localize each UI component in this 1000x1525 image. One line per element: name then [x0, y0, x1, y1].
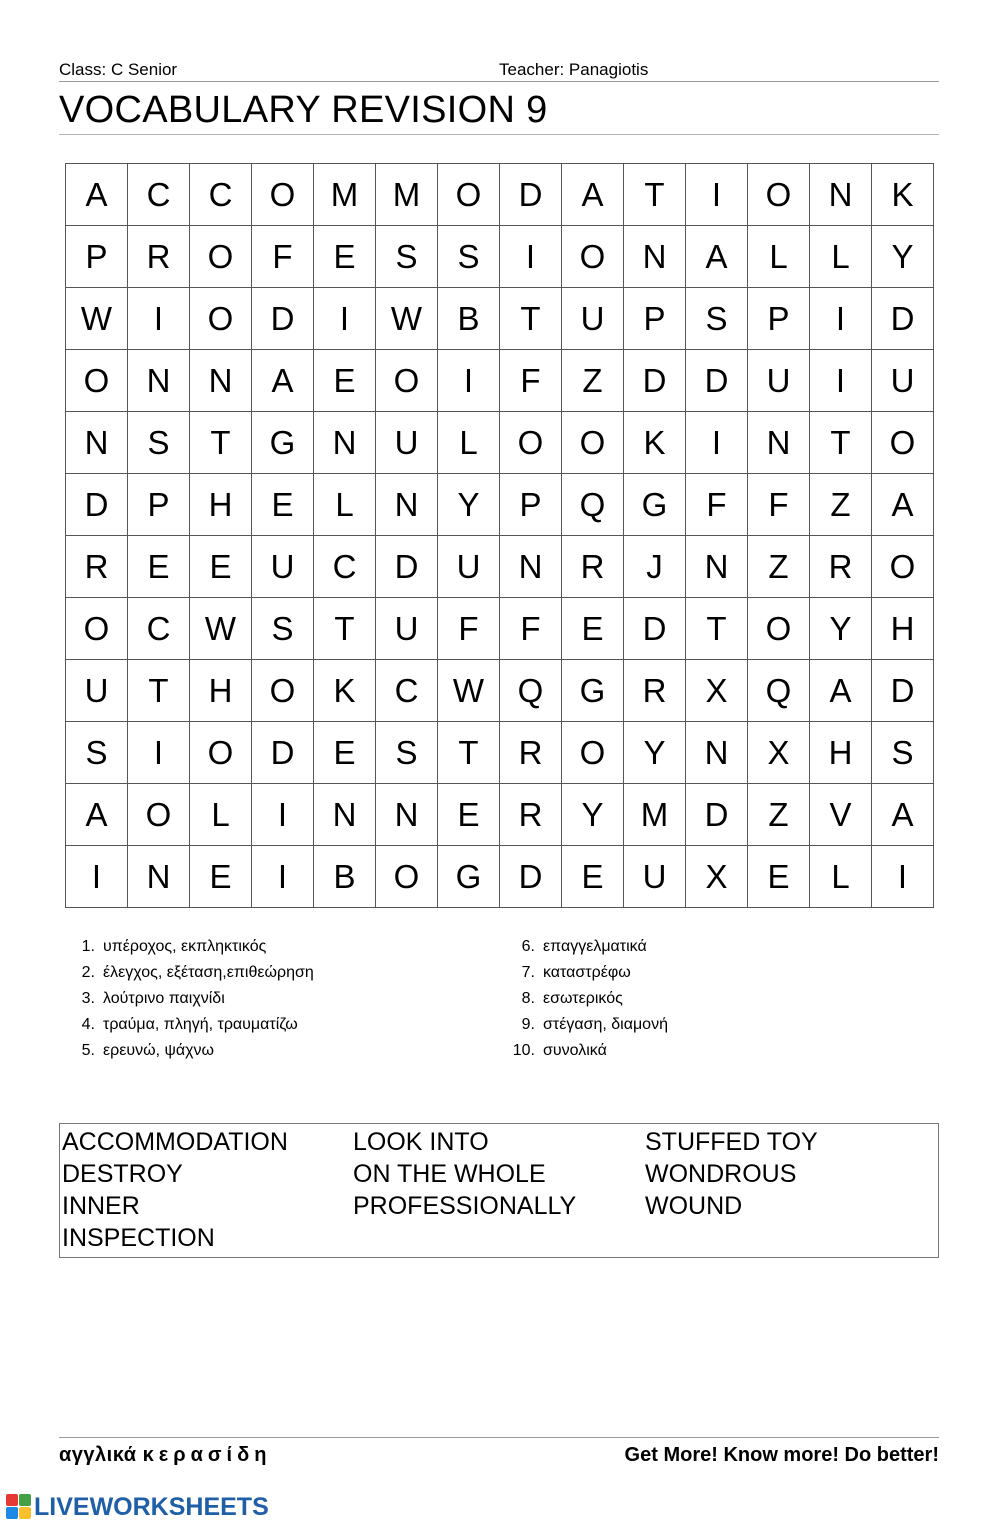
- grid-cell[interactable]: Z: [748, 536, 810, 598]
- grid-cell[interactable]: A: [810, 660, 872, 722]
- grid-cell[interactable]: O: [190, 226, 252, 288]
- grid-cell[interactable]: N: [190, 350, 252, 412]
- grid-row: [66, 536, 934, 598]
- word-bank-column: [353, 1126, 576, 1222]
- grid-cell[interactable]: T: [686, 598, 748, 660]
- grid-cell[interactable]: I: [500, 226, 562, 288]
- grid-cell[interactable]: O: [66, 350, 128, 412]
- grid-cell[interactable]: R: [128, 226, 190, 288]
- clue-number: 8.: [521, 990, 535, 1007]
- grid-cell[interactable]: Q: [500, 660, 562, 722]
- grid-cell[interactable]: D: [500, 164, 562, 226]
- grid-cell[interactable]: C: [128, 164, 190, 226]
- grid-cell[interactable]: O: [500, 412, 562, 474]
- grid-row: [66, 226, 934, 288]
- grid-cell[interactable]: D: [500, 846, 562, 908]
- grid-row: [66, 784, 934, 846]
- word-bank-word: PROFESSIONALLY: [353, 1192, 577, 1220]
- grid-cell[interactable]: L: [748, 226, 810, 288]
- grid-cell[interactable]: R: [500, 722, 562, 784]
- grid-cell[interactable]: O: [872, 536, 934, 598]
- grid-cell[interactable]: N: [376, 474, 438, 536]
- footer-left-name: κερασίδη: [142, 1444, 272, 1466]
- grid-cell[interactable]: G: [624, 474, 686, 536]
- grid-cell[interactable]: O: [438, 164, 500, 226]
- grid-cell[interactable]: S: [66, 722, 128, 784]
- grid-cell[interactable]: I: [872, 846, 934, 908]
- grid-cell[interactable]: S: [872, 722, 934, 784]
- word-bank-word: INSPECTION: [62, 1224, 215, 1252]
- grid-cell[interactable]: U: [376, 598, 438, 660]
- grid-cell[interactable]: N: [66, 412, 128, 474]
- grid-cell[interactable]: Y: [810, 598, 872, 660]
- grid-cell[interactable]: G: [252, 412, 314, 474]
- grid-row: [66, 598, 934, 660]
- grid-cell[interactable]: O: [562, 412, 624, 474]
- grid-cell[interactable]: Z: [562, 350, 624, 412]
- grid-cell[interactable]: H: [872, 598, 934, 660]
- grid-cell[interactable]: B: [438, 288, 500, 350]
- logo-mark-icon: [6, 1494, 32, 1520]
- grid-cell[interactable]: F: [500, 598, 562, 660]
- grid-cell[interactable]: S: [686, 288, 748, 350]
- grid-cell[interactable]: I: [438, 350, 500, 412]
- grid-cell[interactable]: L: [314, 474, 376, 536]
- clue-text: επαγγελματικά: [543, 938, 647, 955]
- grid-cell[interactable]: W: [190, 598, 252, 660]
- grid-cell[interactable]: M: [376, 164, 438, 226]
- grid-cell[interactable]: E: [128, 536, 190, 598]
- clue-item: [508, 934, 668, 960]
- grid-cell[interactable]: I: [252, 846, 314, 908]
- grid-cell[interactable]: O: [376, 350, 438, 412]
- clue-number: 10.: [512, 1042, 535, 1059]
- grid-cell[interactable]: P: [128, 474, 190, 536]
- grid-cell[interactable]: A: [562, 164, 624, 226]
- grid-row: [66, 288, 934, 350]
- logo-square: [19, 1494, 31, 1506]
- grid-cell[interactable]: H: [190, 474, 252, 536]
- grid-cell[interactable]: I: [810, 350, 872, 412]
- grid-cell[interactable]: V: [810, 784, 872, 846]
- clue-number: 3.: [81, 990, 95, 1007]
- grid-cell[interactable]: D: [252, 722, 314, 784]
- word-bank-word: DESTROY: [62, 1160, 183, 1188]
- grid-row: [66, 412, 934, 474]
- footer-slogan: Get More! Know more! Do better!: [624, 1444, 939, 1466]
- grid-cell[interactable]: R: [624, 660, 686, 722]
- grid-cell[interactable]: D: [686, 784, 748, 846]
- grid-row: [66, 474, 934, 536]
- grid-cell[interactable]: N: [500, 536, 562, 598]
- grid-cell[interactable]: Q: [562, 474, 624, 536]
- grid-cell[interactable]: W: [66, 288, 128, 350]
- grid-row: [66, 722, 934, 784]
- grid-cell[interactable]: L: [438, 412, 500, 474]
- teacher-label: Teacher: Panagiotis: [499, 60, 649, 79]
- logo-square: [19, 1507, 31, 1519]
- grid-cell[interactable]: N: [748, 412, 810, 474]
- grid-cell[interactable]: T: [810, 412, 872, 474]
- word-bank-column: [62, 1126, 288, 1254]
- grid-cell[interactable]: P: [66, 226, 128, 288]
- clue-number: 9.: [521, 1016, 535, 1033]
- clue-item: [68, 1012, 314, 1038]
- grid-cell[interactable]: E: [314, 722, 376, 784]
- grid-cell[interactable]: U: [252, 536, 314, 598]
- grid-cell[interactable]: C: [190, 164, 252, 226]
- grid-cell[interactable]: M: [314, 164, 376, 226]
- clue-number: 5.: [81, 1042, 95, 1059]
- grid-cell[interactable]: E: [314, 350, 376, 412]
- grid-cell[interactable]: I: [252, 784, 314, 846]
- clue-number: 7.: [521, 964, 535, 981]
- grid-cell[interactable]: E: [252, 474, 314, 536]
- grid-cell[interactable]: R: [66, 536, 128, 598]
- grid-cell[interactable]: U: [376, 412, 438, 474]
- grid-cell[interactable]: E: [190, 846, 252, 908]
- grid-cell[interactable]: R: [500, 784, 562, 846]
- grid-cell[interactable]: O: [562, 722, 624, 784]
- grid-cell[interactable]: Y: [624, 722, 686, 784]
- grid-cell[interactable]: S: [438, 226, 500, 288]
- grid-cell[interactable]: U: [748, 350, 810, 412]
- grid-cell[interactable]: P: [500, 474, 562, 536]
- grid-cell[interactable]: N: [686, 536, 748, 598]
- clue-item: [68, 986, 314, 1012]
- clue-text: λούτρινο παιχνίδι: [103, 990, 225, 1007]
- clue-item: [68, 960, 314, 986]
- clue-number: 6.: [521, 938, 535, 955]
- grid-row: [66, 846, 934, 908]
- word-bank-word: ACCOMMODATION: [62, 1128, 288, 1156]
- grid-cell[interactable]: N: [376, 784, 438, 846]
- grid-cell[interactable]: D: [872, 288, 934, 350]
- grid-cell[interactable]: O: [748, 164, 810, 226]
- grid-cell[interactable]: G: [562, 660, 624, 722]
- grid-cell[interactable]: F: [438, 598, 500, 660]
- grid-cell[interactable]: D: [66, 474, 128, 536]
- page-title: VOCABULARY REVISION 9: [59, 86, 939, 135]
- grid-cell[interactable]: X: [686, 660, 748, 722]
- grid-cell[interactable]: O: [66, 598, 128, 660]
- grid-cell[interactable]: I: [314, 288, 376, 350]
- grid-cell[interactable]: L: [810, 226, 872, 288]
- word-bank: [59, 1123, 939, 1258]
- grid-cell[interactable]: S: [252, 598, 314, 660]
- grid-cell[interactable]: L: [810, 846, 872, 908]
- footer-left: [59, 1444, 271, 1467]
- grid-cell[interactable]: O: [748, 598, 810, 660]
- grid-cell[interactable]: D: [686, 350, 748, 412]
- grid-cell[interactable]: E: [748, 846, 810, 908]
- grid-cell[interactable]: T: [190, 412, 252, 474]
- grid-cell[interactable]: D: [624, 350, 686, 412]
- grid-cell[interactable]: N: [810, 164, 872, 226]
- grid-cell[interactable]: H: [810, 722, 872, 784]
- grid-cell[interactable]: Z: [810, 474, 872, 536]
- grid-cell[interactable]: I: [686, 164, 748, 226]
- grid-cell[interactable]: A: [872, 474, 934, 536]
- clue-list-left: [68, 934, 314, 1064]
- grid-cell[interactable]: S: [128, 412, 190, 474]
- grid-cell[interactable]: N: [624, 226, 686, 288]
- grid-cell[interactable]: T: [500, 288, 562, 350]
- grid-cell[interactable]: I: [810, 288, 872, 350]
- grid-cell[interactable]: I: [686, 412, 748, 474]
- clue-text: τραύμα, πληγή, τραυματίζω: [103, 1016, 298, 1033]
- clue-text: υπέροχος, εκπληκτικός: [103, 938, 267, 955]
- grid-cell[interactable]: I: [66, 846, 128, 908]
- header-row: [59, 59, 939, 82]
- grid-cell[interactable]: U: [624, 846, 686, 908]
- grid-cell[interactable]: U: [66, 660, 128, 722]
- grid-cell[interactable]: A: [686, 226, 748, 288]
- grid-row: [66, 350, 934, 412]
- grid-row: [66, 660, 934, 722]
- grid-row: [66, 164, 934, 226]
- grid-cell[interactable]: I: [128, 722, 190, 784]
- grid-cell[interactable]: O: [252, 660, 314, 722]
- liveworksheets-logo: [6, 1493, 269, 1521]
- grid-cell[interactable]: N: [128, 846, 190, 908]
- grid-cell[interactable]: O: [376, 846, 438, 908]
- footer: [59, 1437, 939, 1472]
- grid-cell[interactable]: B: [314, 846, 376, 908]
- grid-cell[interactable]: F: [252, 226, 314, 288]
- grid-cell[interactable]: N: [314, 412, 376, 474]
- grid-cell[interactable]: W: [376, 288, 438, 350]
- logo-text: LIVEWORKSHEETS: [34, 1492, 269, 1521]
- grid-cell[interactable]: U: [872, 350, 934, 412]
- grid-cell[interactable]: F: [500, 350, 562, 412]
- grid-cell[interactable]: Y: [438, 474, 500, 536]
- grid-cell[interactable]: C: [376, 660, 438, 722]
- grid-cell[interactable]: R: [810, 536, 872, 598]
- grid-cell[interactable]: P: [748, 288, 810, 350]
- grid-cell[interactable]: T: [314, 598, 376, 660]
- word-bank-word: ON THE WHOLE: [353, 1160, 546, 1188]
- clue-number: 4.: [81, 1016, 95, 1033]
- grid-cell[interactable]: Y: [872, 226, 934, 288]
- grid-cell[interactable]: W: [438, 660, 500, 722]
- grid-cell[interactable]: T: [128, 660, 190, 722]
- grid-cell[interactable]: E: [562, 598, 624, 660]
- grid-cell[interactable]: X: [748, 722, 810, 784]
- grid-cell[interactable]: O: [252, 164, 314, 226]
- grid-cell[interactable]: N: [314, 784, 376, 846]
- word-bank-word: WOUND: [645, 1192, 743, 1220]
- clue-text: εσωτερικός: [543, 990, 623, 1007]
- clue-item: [68, 934, 314, 960]
- word-bank-column: [645, 1126, 818, 1222]
- word-bank-word: LOOK INTO: [353, 1128, 489, 1156]
- logo-square: [6, 1494, 18, 1506]
- grid-cell[interactable]: N: [128, 350, 190, 412]
- clue-item: [508, 1012, 668, 1038]
- logo-square: [6, 1507, 18, 1519]
- clue-number: 2.: [81, 964, 95, 981]
- grid-cell[interactable]: O: [128, 784, 190, 846]
- grid-cell[interactable]: D: [376, 536, 438, 598]
- clue-text: στέγαση, διαμονή: [543, 1016, 668, 1033]
- grid-cell[interactable]: J: [624, 536, 686, 598]
- grid-cell[interactable]: T: [438, 722, 500, 784]
- grid-cell[interactable]: Q: [748, 660, 810, 722]
- footer-left-word: αγγλικά: [59, 1444, 143, 1466]
- grid-cell[interactable]: D: [624, 598, 686, 660]
- grid-cell[interactable]: K: [314, 660, 376, 722]
- grid-cell[interactable]: A: [66, 164, 128, 226]
- grid-cell[interactable]: E: [314, 226, 376, 288]
- grid-cell[interactable]: F: [686, 474, 748, 536]
- grid-cell[interactable]: O: [190, 722, 252, 784]
- clue-number: 1.: [81, 938, 95, 955]
- grid-cell[interactable]: O: [872, 412, 934, 474]
- clue-text: έλεγχος, εξέταση,επιθεώρηση: [103, 964, 314, 981]
- grid-cell[interactable]: H: [190, 660, 252, 722]
- word-bank-word: INNER: [62, 1192, 140, 1220]
- clue-text: συνολικά: [543, 1042, 607, 1059]
- grid-cell[interactable]: E: [438, 784, 500, 846]
- word-bank-word: WONDROUS: [645, 1160, 797, 1188]
- grid-cell[interactable]: N: [686, 722, 748, 784]
- grid-cell[interactable]: E: [562, 846, 624, 908]
- grid-cell[interactable]: D: [872, 660, 934, 722]
- grid-cell[interactable]: C: [314, 536, 376, 598]
- grid-cell[interactable]: O: [562, 226, 624, 288]
- grid-cell[interactable]: Y: [562, 784, 624, 846]
- grid-cell[interactable]: F: [748, 474, 810, 536]
- grid-cell[interactable]: C: [128, 598, 190, 660]
- class-label: Class: C Senior: [59, 60, 178, 79]
- clue-text: καταστρέφω: [543, 964, 631, 981]
- grid-cell[interactable]: P: [624, 288, 686, 350]
- grid-cell[interactable]: Z: [748, 784, 810, 846]
- grid-cell[interactable]: K: [624, 412, 686, 474]
- grid-cell[interactable]: G: [438, 846, 500, 908]
- word-search-grid: [65, 163, 934, 908]
- grid-cell[interactable]: A: [252, 350, 314, 412]
- grid-cell[interactable]: U: [562, 288, 624, 350]
- clue-item: [508, 1038, 668, 1064]
- grid-cell[interactable]: K: [872, 164, 934, 226]
- clue-item: [68, 1038, 314, 1064]
- grid-cell[interactable]: A: [66, 784, 128, 846]
- clue-list-right: [508, 934, 668, 1064]
- grid-cell[interactable]: E: [190, 536, 252, 598]
- grid-cell[interactable]: M: [624, 784, 686, 846]
- grid-cell[interactable]: O: [190, 288, 252, 350]
- grid-cell[interactable]: R: [562, 536, 624, 598]
- clue-item: [508, 986, 668, 1012]
- grid-cell[interactable]: U: [438, 536, 500, 598]
- grid-cell[interactable]: A: [872, 784, 934, 846]
- word-bank-word: STUFFED TOY: [645, 1128, 818, 1156]
- clue-text: ερευνώ, ψάχνω: [103, 1042, 215, 1059]
- grid-cell[interactable]: X: [686, 846, 748, 908]
- clue-item: [508, 960, 668, 986]
- grid-cell[interactable]: L: [190, 784, 252, 846]
- grid-cell[interactable]: S: [376, 722, 438, 784]
- grid-cell[interactable]: T: [624, 164, 686, 226]
- grid-cell[interactable]: I: [128, 288, 190, 350]
- grid-cell[interactable]: S: [376, 226, 438, 288]
- grid-cell[interactable]: D: [252, 288, 314, 350]
